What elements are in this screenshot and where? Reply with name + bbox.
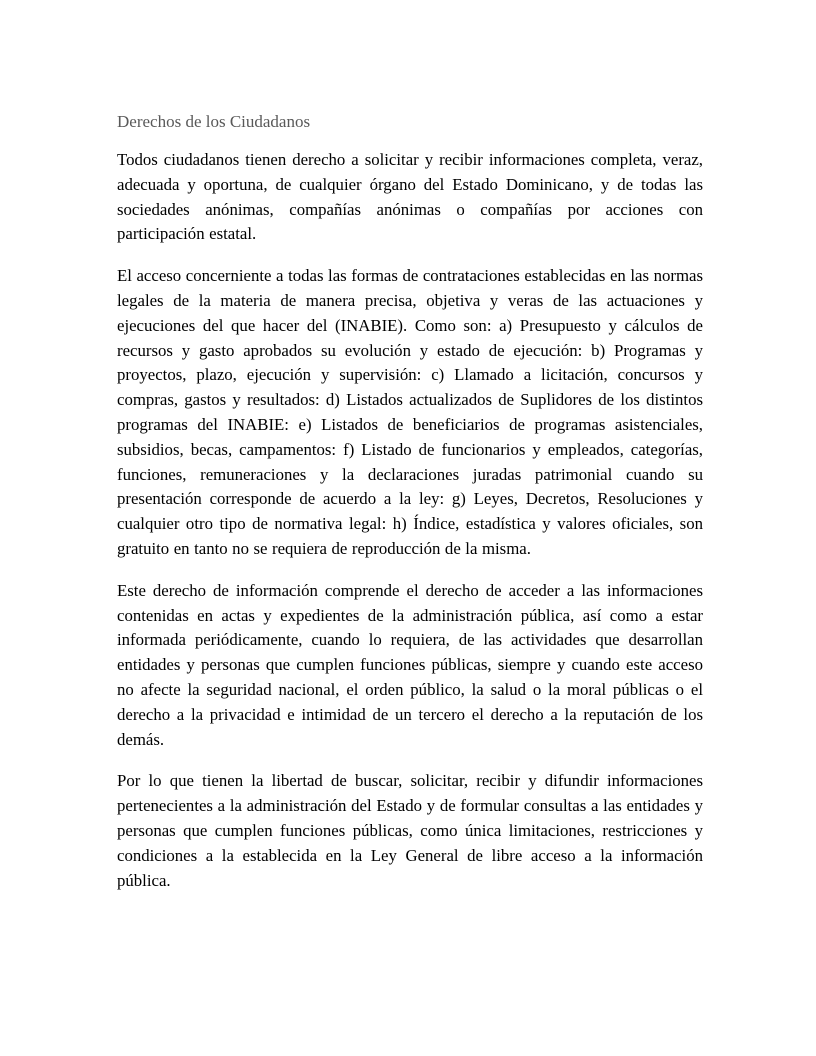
document-title: Derechos de los Ciudadanos — [117, 112, 311, 131]
paragraph-rights-intro: Todos ciudadanos tienen derecho a solicitar y recibir informaciones completa, veraz, adecuada y oportuna, de cualquier órgano del Estado Dominicano, y de todas las sociedades anónimas, compañías anónimas o compañías por acciones con participación estatal. — [117, 150, 703, 244]
paragraph-freedom-to-seek: Por lo que tienen la libertad de buscar, solicitar, recibir y difundir informaciones pertenecientes a la administración del Estado y de formular consultas a las entidades y personas que cumplen funciones públicas, como única limitaciones, restricciones y condiciones a la establecida en la Ley General de libre acceso a la información pública. — [117, 771, 703, 890]
paragraph-information-right: Este derecho de información comprende el derecho de acceder a las informaciones contenidas en actas y expedientes de la administración pública, así como a estar informada periódicamente, cuando lo requiera, de las actividades que desarrollan entidades y personas que cumplen funciones públicas, siempre y cuando este acceso no afecte la seguridad nacional, el orden público, la salud o la moral públicas o el derecho a la privacidad e intimidad de un tercero el derecho a la reputación de los demás. — [117, 580, 703, 749]
paragraph-access-scope: El acceso concerniente a todas las formas de contrataciones establecidas en las normas legales de la materia de manera precisa, objetiva y veras de las actuaciones y ejecuciones del que hacer del (INABIE). Como son: a) Presupuesto y cálculos de recursos y gasto aprobados su evolución y estado de ejecución: b) Programas y proyectos, plazo, ejecución y supervisión: c) Llamado a licitación, concursos y compras, gastos y resultados: d) Listados actualizados de Suplidores de los distintos programas del INABIE: e) Listados de beneficiarios de programas asistenciales, subsidios, becas, campamentos: f) Listado de funcionarios y empleados, categorías, funciones, remuneraciones y la declaraciones juradas patrimonial cuando su presentación corresponde de acuerdo a la ley: g) Leyes, Decretos, Resoluciones y cualquier otro tipo de normativa legal: h) Índice, estadística y valores oficiales, son gratuito en tanto no se requiera de reproducción de la misma. — [117, 266, 703, 558]
